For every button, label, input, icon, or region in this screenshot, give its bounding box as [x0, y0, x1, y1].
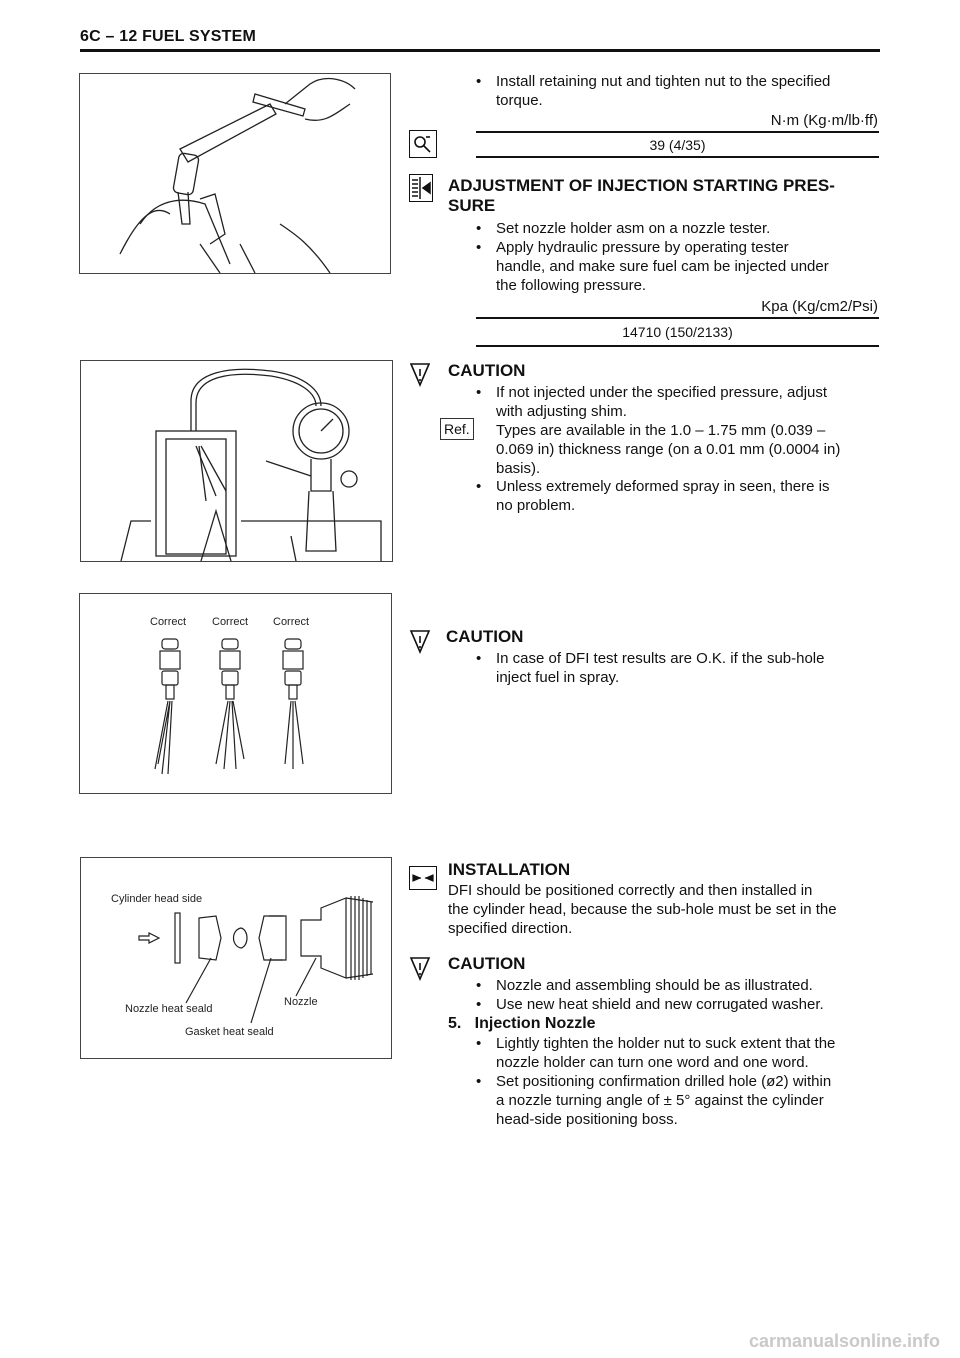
adjustment-title-line2: SURE [448, 196, 496, 215]
installation-title: INSTALLATION [448, 860, 571, 879]
nozzle-3 [283, 639, 303, 769]
adjustment-title-line1: ADJUSTMENT OF INJECTION STARTING PRES- [448, 176, 835, 195]
figure-nozzle-tester [80, 360, 393, 562]
shim-types-line2: 0.069 in) thickness range (on a 0.01 mm (0.0004 in) [496, 441, 841, 458]
bullet-text-line2: with adjusting shim. [496, 403, 627, 420]
shim-types-line1: Types are available in the 1.0 – 1.75 mm (0.039 – [496, 422, 826, 439]
pressure-unit: Kpa (Kg/cm2/Psi) [761, 298, 878, 315]
shim-types-line3: basis). [496, 460, 541, 477]
figure-spray-patterns [79, 593, 392, 794]
bullet-text-line2: no problem. [496, 497, 576, 514]
bullet-text-line2: handle, and make sure fuel cam be injected under [496, 258, 829, 275]
torque-wrench-icon [409, 130, 437, 158]
caution-icon [409, 361, 431, 387]
torque-table-top-rule [476, 131, 879, 133]
bullet-text-line3: head-side positioning boss. [496, 1111, 678, 1128]
bullet-dot: • [476, 384, 482, 401]
bullet-dot: • [476, 650, 482, 667]
installation-icon [409, 866, 437, 890]
bullet-dot: • [476, 977, 482, 994]
bullet-dot: • [476, 73, 482, 90]
bullet-text-line1: Apply hydraulic pressure by operating tester [496, 239, 789, 256]
torque-value: 39 (4/35) [649, 137, 706, 153]
label-gasket-heat-seald: Gasket heat seald [185, 1026, 274, 1038]
label-nozzle-heat-seald: Nozzle heat seald [125, 1003, 213, 1015]
step-5-title: 5. Injection Nozzle [448, 1015, 596, 1032]
bullet-text: Nozzle and assembling should be as illustrated. [496, 977, 813, 994]
bullet-text-line2: nozzle holder can turn one word and one word. [496, 1054, 809, 1071]
spray-label-1: Correct [150, 616, 187, 628]
bullet-dot: • [476, 1073, 482, 1090]
label-cylinder-head-side: Cylinder head side [111, 893, 203, 905]
pressure-table-top-rule [476, 317, 879, 319]
bullet-text-line3: the following pressure. [496, 277, 647, 294]
torque-unit: N·m (Kg·m/lb·ff) [770, 112, 878, 129]
caution-title: CAUTION [448, 361, 526, 380]
bullet-dot: • [476, 220, 482, 237]
bullet-text-line1: Set positioning confirmation drilled hole (ø2) within [496, 1073, 832, 1090]
bullet-dot: • [476, 239, 482, 256]
spray-label-3: Correct [273, 616, 310, 628]
figure-torque-wrench [79, 73, 391, 274]
label-nozzle: Nozzle [284, 996, 318, 1008]
bullet-text-line1: If not injected under the specified pressure, adjust [496, 384, 828, 401]
nozzle-2 [216, 639, 244, 769]
bullet-dot: • [476, 1035, 482, 1052]
bullet-text-line1: Lightly tighten the holder nut to suck extent that the [496, 1035, 836, 1052]
adjustment-icon [409, 174, 433, 202]
bullet-text: Set nozzle holder asm on a nozzle tester. [496, 220, 771, 237]
caution-icon [409, 955, 431, 981]
torque-table-bottom-rule [476, 156, 879, 158]
direction-arrow [139, 933, 159, 943]
bullet-dot: • [476, 478, 482, 495]
bullet-text-line1: Install retaining nut and tighten nut to the specified [496, 73, 831, 90]
bullet-dot: • [476, 996, 482, 1013]
installation-line2: the cylinder head, because the sub-hole must be set in the [448, 901, 837, 918]
installation-line1: DFI should be positioned correctly and then installed in [448, 882, 813, 899]
nozzle-1 [155, 639, 180, 774]
footer-watermark: carmanualsonline.info [748, 1331, 940, 1351]
bullet-text-line2: torque. [496, 92, 543, 109]
caution-title: CAUTION [446, 627, 524, 646]
page-header: 6C – 12 FUEL SYSTEM [80, 28, 257, 45]
caution-title: CAUTION [448, 954, 526, 973]
pressure-table-bottom-rule [476, 345, 879, 347]
bullet-text-line1: In case of DFI test results are O.K. if the sub-hole [496, 650, 825, 667]
spray-label-2: Correct [212, 616, 249, 628]
bullet-text-line1: Unless extremely deformed spray in seen, there is [496, 478, 830, 495]
bullet-text-line2: inject fuel in spray. [496, 669, 620, 686]
pressure-value: 14710 (150/2133) [622, 324, 733, 340]
installation-line3: specified direction. [448, 920, 573, 937]
header-rule [80, 49, 880, 52]
figure-nozzle-assembly [80, 857, 392, 1059]
caution-icon [409, 628, 431, 654]
bullet-text-line2: a nozzle turning angle of ± 5° against the cylinder [496, 1092, 824, 1109]
bullet-text: Use new heat shield and new corrugated washer. [496, 996, 824, 1013]
ref-label: Ref. [440, 418, 474, 440]
